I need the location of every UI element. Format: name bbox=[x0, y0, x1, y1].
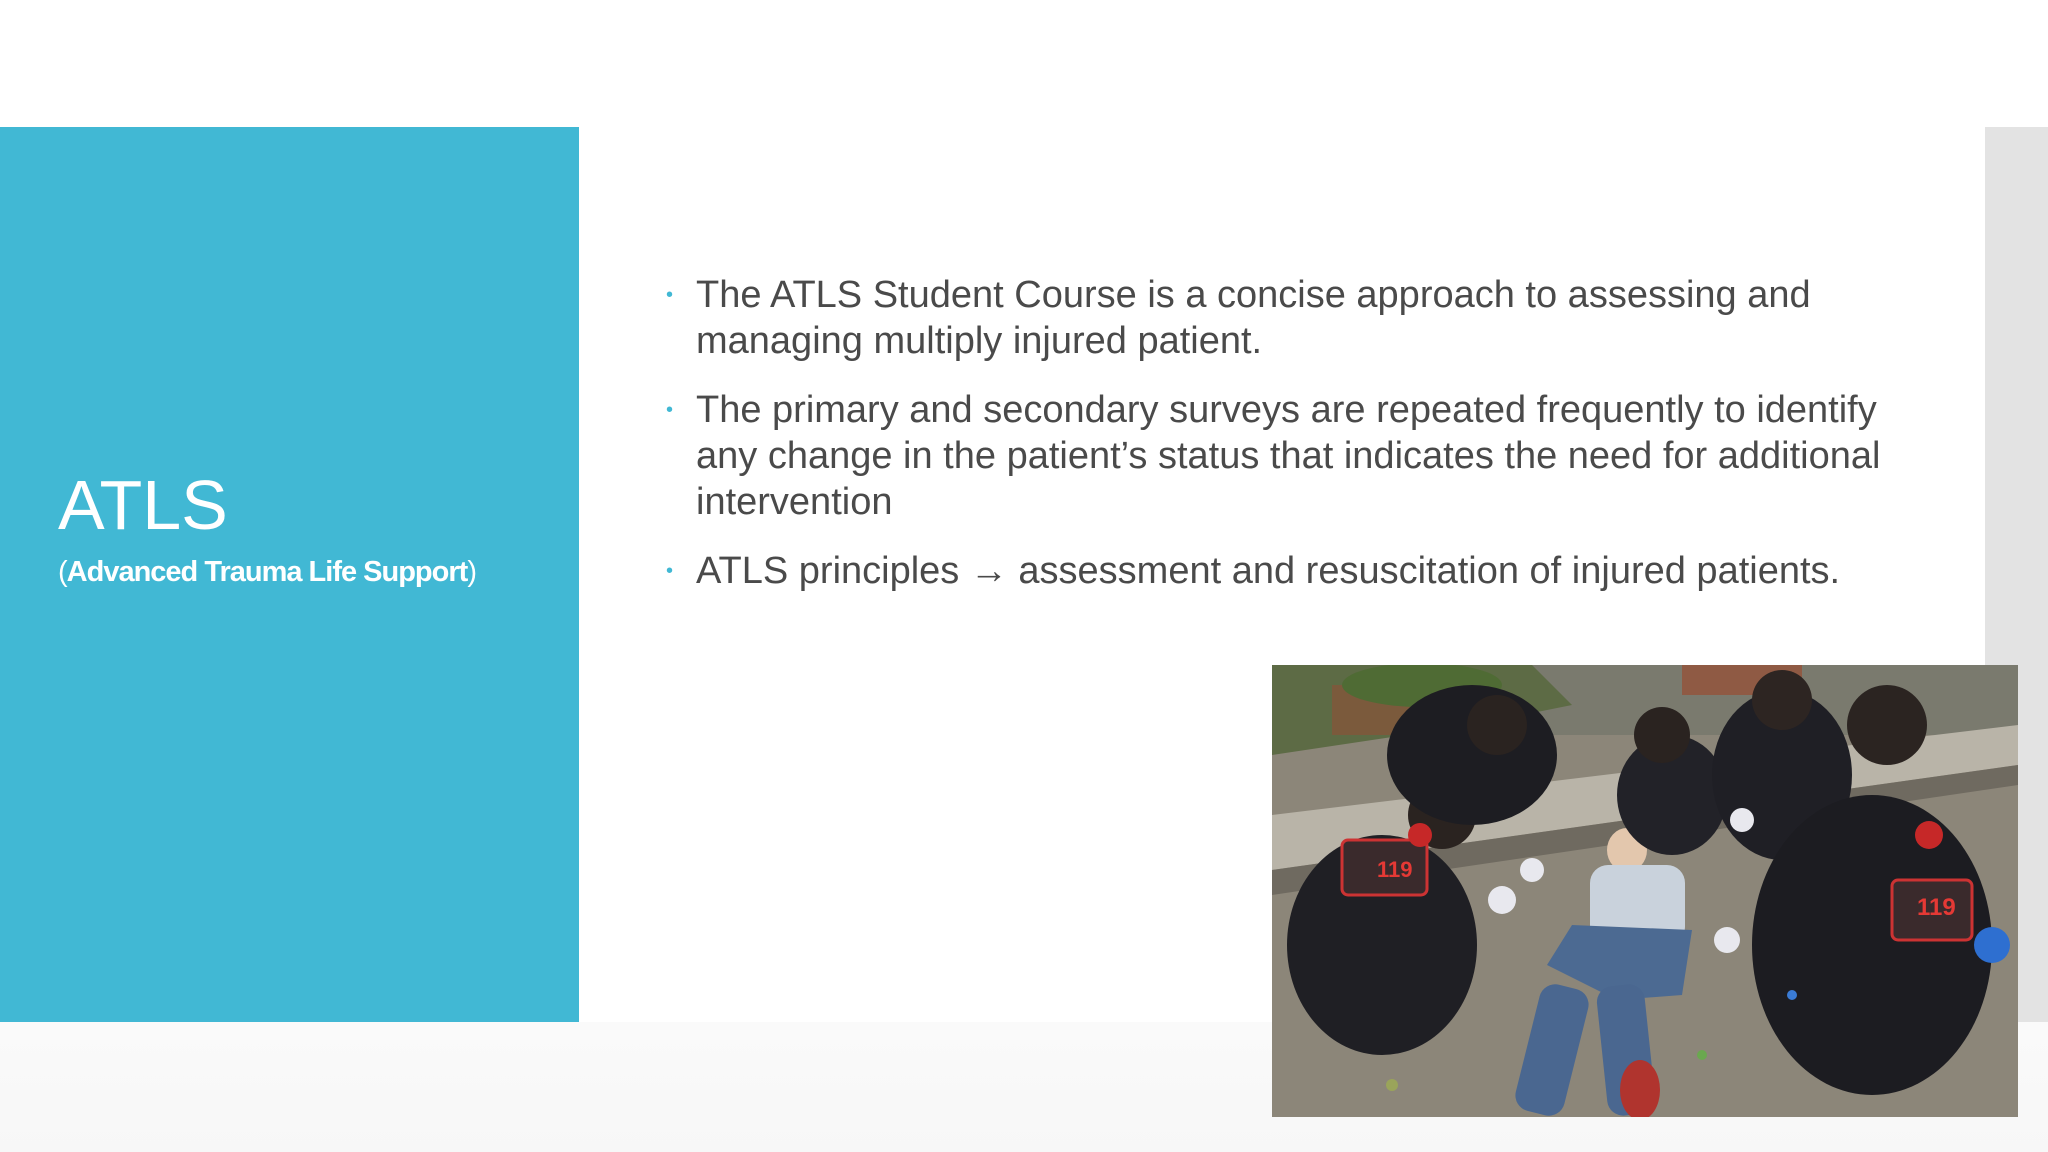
bullet-item bbox=[662, 272, 1902, 364]
jacket-badge-text: 119 bbox=[1917, 894, 1956, 921]
bullet-text: The ATLS Student Course is a concise approach to assessing and managing multiply injured patient. bbox=[696, 274, 1811, 362]
bullet-text: The primary and secondary surveys are repeated frequently to identify any change in the patient’s status that indicates the need for additional intervention bbox=[696, 389, 1881, 523]
bullet-icon: • bbox=[666, 560, 674, 582]
subtitle-text: Advanced Trauma Life Support bbox=[66, 556, 468, 588]
subtitle-open-paren: ( bbox=[58, 556, 67, 588]
bullet-list bbox=[662, 272, 1902, 617]
slide-subtitle bbox=[58, 556, 476, 589]
jacket-badge-text: 119 bbox=[1377, 857, 1413, 882]
bullet-item bbox=[662, 387, 1902, 525]
slide-title: ATLS bbox=[58, 466, 228, 544]
bullet-text: ATLS principles → assessment and resuscitation of injured patients. bbox=[696, 550, 1841, 592]
rescue-photo bbox=[1272, 665, 2018, 1117]
bullet-icon: • bbox=[666, 284, 674, 306]
bullet-icon: • bbox=[666, 399, 674, 421]
subtitle-close-paren: ) bbox=[467, 556, 476, 588]
rescue-photo-illustration bbox=[1272, 665, 2018, 1117]
bullet-item bbox=[662, 548, 1902, 594]
